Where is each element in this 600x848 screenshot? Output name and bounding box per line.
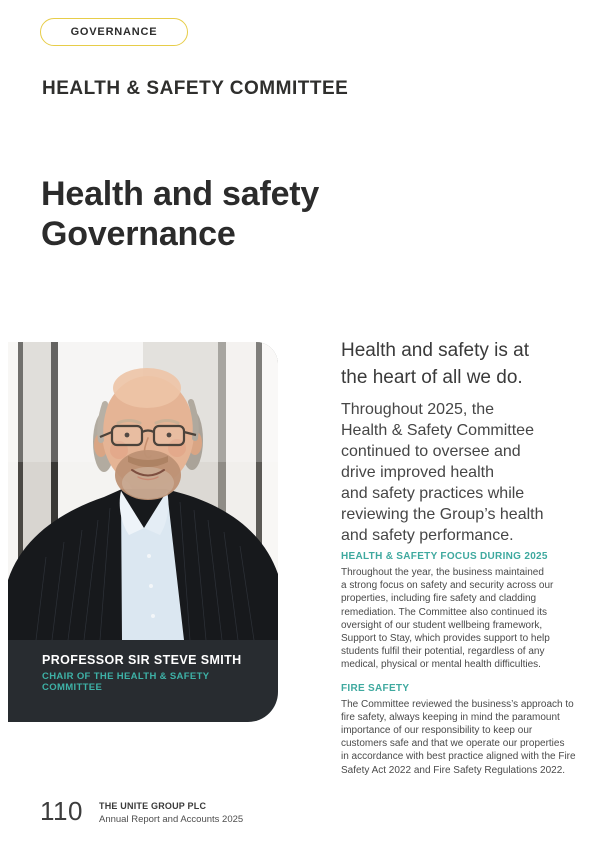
governance-tag: [40, 18, 188, 46]
page-title: Health and safety Governance: [41, 175, 320, 253]
focus-section-heading: HEALTH & SAFETY FOCUS DURING 2025: [341, 551, 548, 562]
footer-imprint: [99, 801, 243, 825]
footer-company: THE UNITE GROUP PLC: [99, 801, 207, 811]
committee-heading: HEALTH & SAFETY COMMITTEE: [42, 78, 349, 99]
fire-safety-section-body: The Committee reviewed the business’s approach to fire safety, always keeping in mind the paramount importance of our responsibility to keep our customers safe and that we operate our properties in accordance with best practice aligned with the Fire Safety Act 2022 and Fire Safety Regulations 2022.: [341, 698, 576, 776]
detail-sections: [341, 551, 581, 788]
footer-report-title: Annual Report and Accounts 2025: [99, 813, 244, 825]
intro-lead: Health and safety is at the heart of all we do.: [341, 340, 529, 388]
portrait-name: PROFESSOR SIR STEVE SMITH: [42, 653, 242, 667]
governance-tag-label: GOVERNANCE: [70, 26, 158, 38]
portrait-caption: [8, 640, 278, 693]
chair-portrait-photo: [8, 342, 278, 640]
chair-portrait-card: [8, 342, 278, 722]
fire-safety-section-heading: FIRE SAFETY: [341, 682, 410, 694]
portrait-role: CHAIR OF THE HEALTH & SAFETY COMMITTEE: [42, 671, 210, 693]
focus-section-body: Throughout the year, the business maintained a strong focus on safety and security across our properties, including fire safety and cladding remediation. The Committee also continued its oversight of our student wellbeing framework, Support to Stay, which provides support to help students fulfil their potential, regardless of any medical, physical or mental health difficulties.: [341, 567, 554, 671]
intro-body: Throughout 2025, the Health & Safety Committee continued to oversee and drive improved health and safety practices while reviewing the Group’s health and safety performance.: [341, 401, 544, 544]
page-number: 110: [40, 796, 83, 826]
